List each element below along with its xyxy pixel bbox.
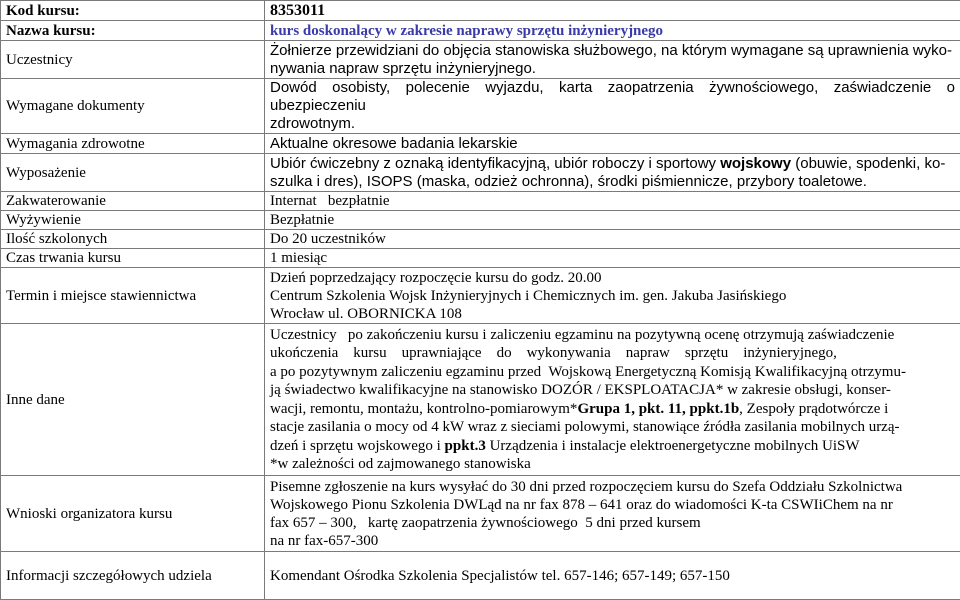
participants-line-2: nywania napraw sprzętu inżynieryjnego. — [270, 60, 955, 78]
other-line-7a: dzeń i sprzętu wojskowego i — [270, 438, 445, 454]
row-inne — [1, 324, 960, 476]
other-line-7b: ppkt.3 — [445, 438, 486, 454]
row-wnioski — [1, 476, 960, 552]
other-line-6: stacje zasilania o mocy od 4 kW wraz z sieciami polowymi, stanowiące źródła zasilania mobilnych urzą- — [270, 418, 955, 437]
label-wyzywienie: Wyżywienie — [1, 211, 265, 230]
row-kod — [1, 1, 960, 21]
requests-line-4: na nr fax-657-300 — [270, 532, 955, 550]
arrival-line-3: Wrocław ul. OBORNICKA 108 — [270, 305, 955, 323]
equipment-line-1a: Ubiór ćwiczebny z oznaką identyfikacyjną, ubiór roboczy i sportowy — [270, 155, 720, 172]
label-zakwaterowanie: Zakwaterowanie — [1, 192, 265, 211]
equipment-line-2: szulka i dres), ISOPS (maska, odzież ochronna), środki piśmiennicze, przybory toaletowe. — [270, 173, 955, 191]
participants-line-1: Żołnierze przewidziani do objęcia stanowiska służbowego, na którym wymagane są uprawnienia wyko- — [270, 42, 955, 60]
label-czas: Czas trwania kursu — [1, 249, 265, 268]
course-name: kurs doskonalący w zakresie naprawy sprzętu inżynieryjnego — [270, 23, 663, 39]
trainees-count: Do 20 uczestników — [265, 230, 960, 249]
other-line-2: ukończenia kursu uprawniające do wykonywania napraw sprzętu inżynieryjnego, — [270, 344, 955, 363]
documents-line-2: zdrowotnym. — [270, 115, 955, 133]
label-zdrowotne: Wymagania zdrowotne — [1, 134, 265, 154]
label-informacje: Informacji szczegółowych udziela — [1, 552, 265, 600]
other-line-5c: , Zespoły prądotwórcze i — [739, 401, 888, 417]
other-line-7c: Urządzenia i instalacje elektroenergetyczne mobilnych UiSW — [486, 438, 860, 454]
label-ilosc: Ilość szkolonych — [1, 230, 265, 249]
label-kod: Kod kursu: — [1, 1, 265, 21]
duration: 1 miesiąc — [265, 249, 960, 268]
arrival-line-1: Dzień poprzedzający rozpoczęcie kursu do godz. 20.00 — [270, 269, 955, 287]
equipment-line-1b: wojskowy — [720, 155, 791, 172]
other-line-5a: wacji, remontu, montażu, kontrolno-pomiarowym* — [270, 401, 577, 417]
row-czas — [1, 249, 960, 268]
other-line-8: *w zależności od zajmowanego stanowiska — [270, 455, 955, 474]
row-wyzywienie — [1, 211, 960, 230]
catering: Bezpłatnie — [265, 211, 960, 230]
row-informacje — [1, 552, 960, 600]
row-zakwaterowanie — [1, 192, 960, 211]
label-wyposazenie: Wyposażenie — [1, 154, 265, 192]
course-code: 8353011 — [270, 2, 325, 19]
requests-line-3: fax 657 – 300, kartę zaopatrzenia żywnościowego 5 dni przed kursem — [270, 514, 955, 532]
requests-line-1: Pisemne zgłoszenie na kurs wysyłać do 30 dni przed rozpoczęciem kursu do Szefa Oddziału Szkolnictwa — [270, 478, 955, 496]
contact-info: Komendant Ośrodka Szkolenia Specjalistów tel. 657-146; 657-149; 657-150 — [265, 552, 960, 600]
row-dokumenty — [1, 79, 960, 134]
label-wnioski: Wnioski organizatora kursu — [1, 476, 265, 552]
label-dokumenty: Wymagane dokumenty — [1, 79, 265, 134]
accommodation: Internat bezpłatnie — [265, 192, 960, 211]
row-uczestnicy — [1, 41, 960, 79]
label-termin: Termin i miejsce stawiennictwa — [1, 268, 265, 324]
row-ilosc — [1, 230, 960, 249]
other-line-1: Uczestnicy po zakończeniu kursu i zaliczeniu egzaminu na pozytywną ocenę otrzymują zaświadczenie — [270, 326, 955, 345]
label-uczestnicy: Uczestnicy — [1, 41, 265, 79]
requests-line-2: Wojskowego Pionu Szkolenia DWLąd na nr fax 878 – 641 oraz do wiadomości K-ta CSWIiChem na nr — [270, 496, 955, 514]
documents-line-1: Dowód osobisty, polecenie wyjazdu, karta zaopatrzenia żywnościowego, zaświadczenie o ubezpieczeniu — [270, 79, 955, 115]
health-requirements: Aktualne okresowe badania lekarskie — [265, 134, 960, 154]
row-nazwa — [1, 21, 960, 41]
equipment-line-1c: (obuwie, spodenki, ko- — [791, 155, 945, 172]
arrival-line-2: Centrum Szkolenia Wojsk Inżynieryjnych i Chemicznych im. gen. Jakuba Jasińskiego — [270, 287, 955, 305]
other-line-5b: Grupa 1, pkt. 11, ppkt.1b — [577, 401, 739, 417]
row-wyposazenie — [1, 154, 960, 192]
other-line-3: a po pozytywnym zaliczeniu egzaminu przed Wojskową Energetyczną Komisją Kwalifikacyjną otrzymu- — [270, 363, 955, 382]
other-line-4: ją świadectwo kwalifikacyjne na stanowisko DOZÓR / EKSPLOATACJA* w zakresie obsługi, konser- — [270, 381, 955, 400]
label-inne: Inne dane — [1, 324, 265, 476]
row-termin — [1, 268, 960, 324]
label-nazwa: Nazwa kursu: — [1, 21, 265, 41]
row-zdrowotne — [1, 134, 960, 154]
